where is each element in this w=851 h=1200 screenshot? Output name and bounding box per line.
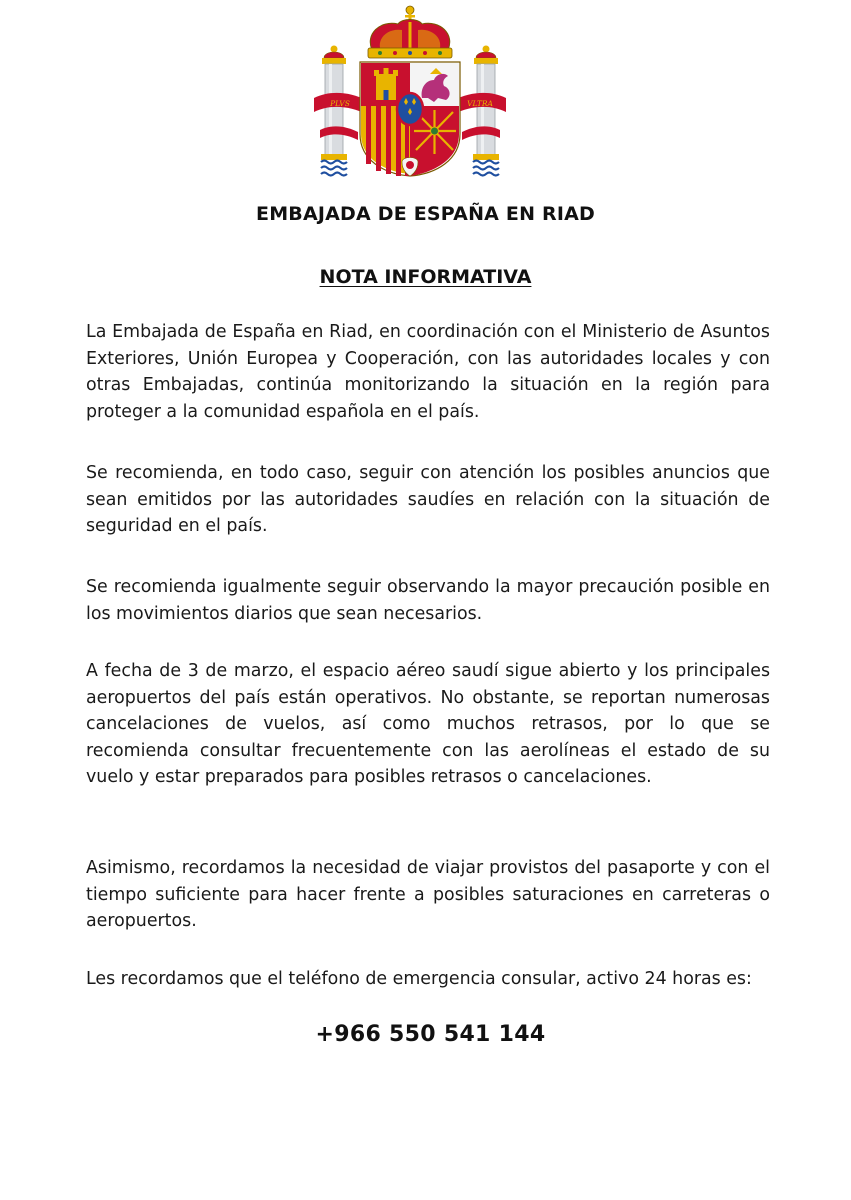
paragraph-precaution: Se recomienda igualmente seguir observando la mayor precaución posible en los movimientos diarios que sean necesarios. [86,577,770,624]
paragraph-airspace: A fecha de 3 de marzo, el espacio aéreo saudí sigue abierto y los principales aeropuertos del país están operativos. No obstante, se reportan numerosas cancelaciones de vuelos, así como muchos retrasos, por lo que se recomienda consultar frecuentemente con las aerolíneas el estado de su vuelo y estar preparados para posibles retrasos o cancelaciones. [86,661,770,787]
motto-left: PLVS [330,99,350,108]
embassy-title: EMBAJADA DE ESPAÑA EN RIAD [256,203,595,225]
paragraph-announcements: Se recomienda, en todo caso, seguir con atención los posibles anuncios que sean emitidos por las autoridades saudíes en relación con la situación de seguridad en el país. [86,463,770,536]
coat-of-arms-emblem [310,2,510,180]
left-pillar-icon [321,46,347,176]
paragraph-emergency-phone-intro: Les recordamos que el teléfono de emergencia consular, activo 24 horas es: [86,969,752,989]
royal-crown-icon [368,6,452,58]
emergency-phone-number: +966 550 541 144 [315,1022,546,1047]
motto-right: VLTRA [467,99,493,108]
right-pillar-icon [473,46,499,176]
note-title: NOTA INFORMATIVA [319,266,532,288]
shield-icon [360,62,460,176]
paragraph-passport: Asimismo, recordamos la necesidad de viajar provistos del pasaporte y con el tiempo suficiente para hacer frente a posibles saturaciones en carreteras o aeropuertos. [86,858,770,931]
paragraph-coordination: La Embajada de España en Riad, en coordinación con el Ministerio de Asuntos Exteriores, Unión Europea y Cooperación, con las autoridades locales y con otras Embajadas, continúa monitorizando la situación en la región para proteger a la comunidad española en el país. [86,322,770,422]
